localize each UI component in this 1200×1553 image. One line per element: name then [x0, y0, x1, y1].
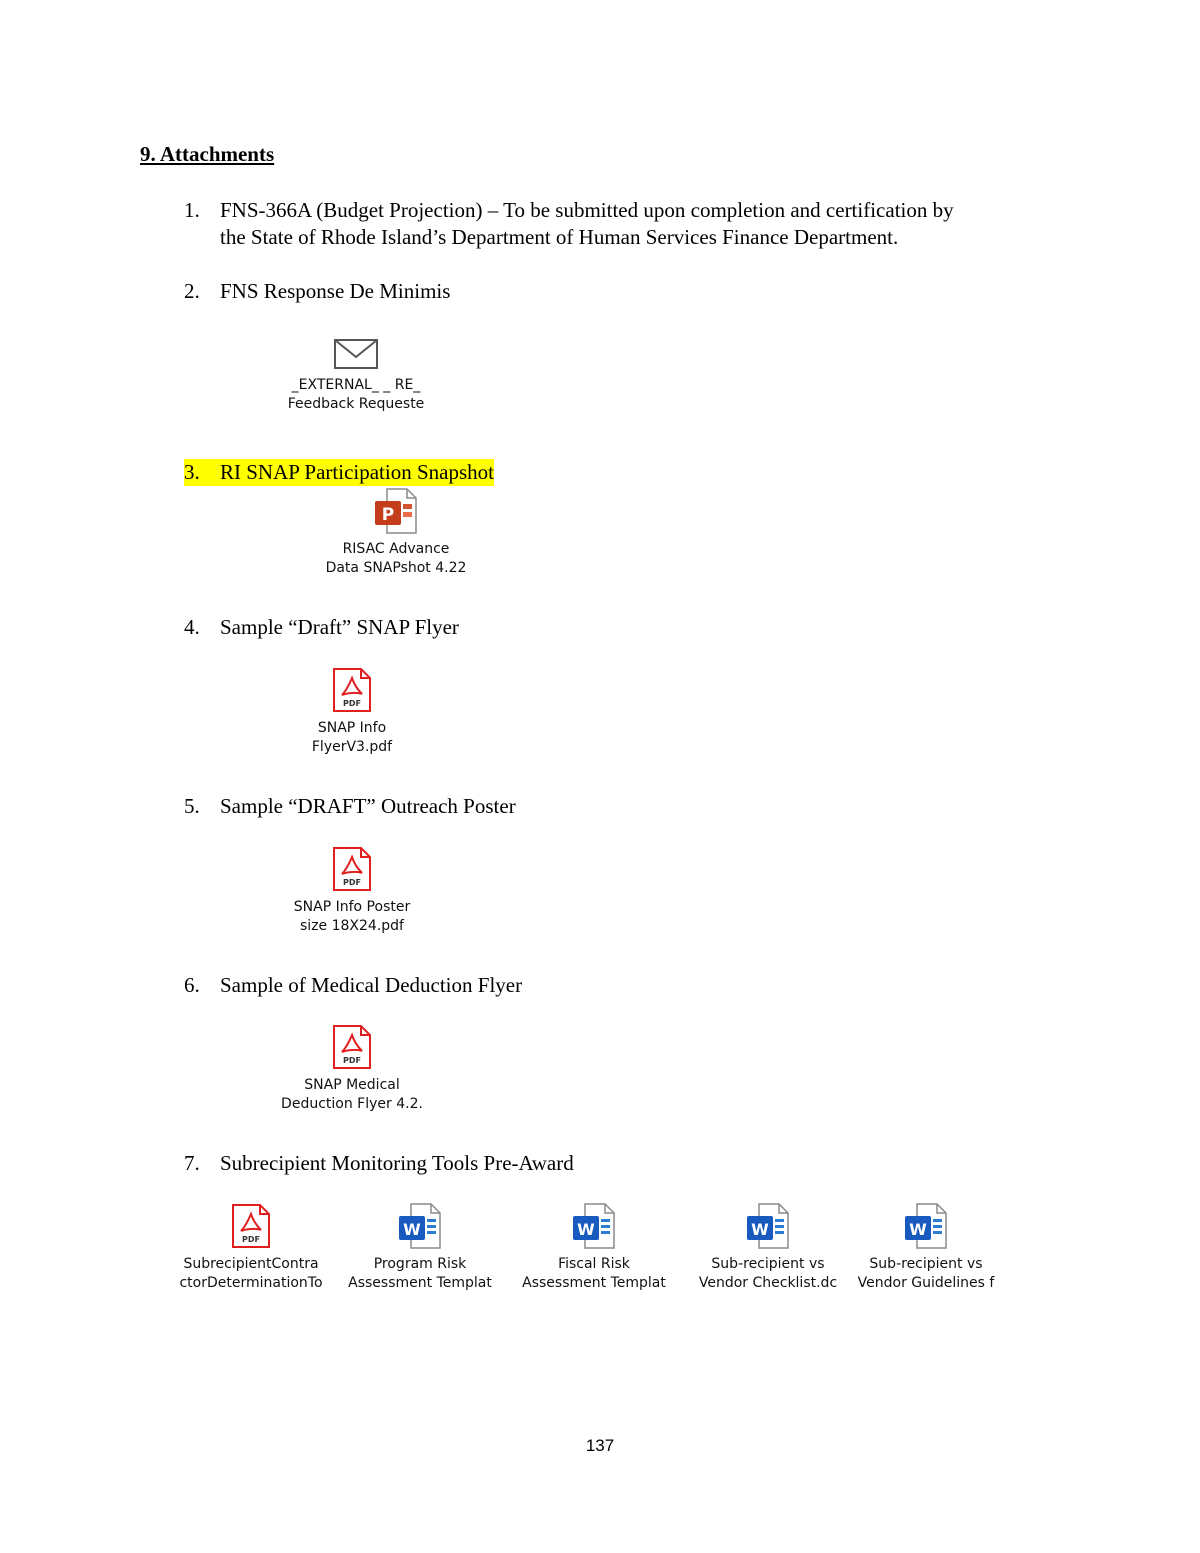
attachment-caption-line2: Deduction Flyer 4.2. — [281, 1096, 423, 1112]
list-item-1 — [184, 197, 954, 251]
attachment-caption-line1: Program Risk — [373, 1256, 467, 1272]
pdf-file-icon — [332, 846, 372, 892]
attachment-caption-line2: Feedback Requeste — [287, 396, 425, 412]
item-number: 2. — [184, 279, 200, 303]
item-number: 4. — [184, 615, 200, 639]
item-number: 6. — [184, 973, 200, 997]
attachment-caption-line2: FlyerV3.pdf — [311, 739, 393, 755]
attachment-caption-line1: SNAP Info Poster — [293, 899, 411, 915]
page-number: 137 — [585, 1436, 615, 1455]
attachment-subrecipient-guidelines[interactable] — [850, 1203, 1002, 1293]
section-heading: 9. Attachments — [140, 142, 275, 166]
word-letter: W — [909, 1220, 927, 1239]
attachment-caption-line2: Assessment Templat — [348, 1275, 492, 1291]
attachment-caption-line1: Sub-recipient vs — [869, 1256, 983, 1272]
attachment-caption-line2: ctorDeterminationTo — [179, 1275, 323, 1291]
word-letter: W — [403, 1220, 421, 1239]
attachment-powerpoint[interactable] — [296, 488, 496, 578]
item-number: 5. — [184, 794, 200, 818]
word-letter: W — [577, 1220, 595, 1239]
item-number: 3. — [184, 460, 200, 484]
pdf-badge: PDF — [343, 878, 361, 887]
attachment-email[interactable] — [256, 338, 456, 414]
item-number: 1. — [184, 198, 200, 222]
attachment-caption-line2: Assessment Templat — [522, 1275, 666, 1291]
attachment-program-risk[interactable] — [344, 1203, 496, 1293]
attachment-caption-line2: size 18X24.pdf — [300, 918, 404, 934]
attachment-caption-line2: Vendor Guidelines f — [857, 1275, 995, 1291]
list-item-4 — [184, 614, 459, 641]
attachment-subrecipient-checklist[interactable] — [692, 1203, 844, 1293]
attachment-caption-line2: Vendor Checklist.dc — [698, 1275, 838, 1291]
ppt-letter: P — [381, 505, 395, 525]
attachment-caption-line1: _EXTERNAL_ _ RE_ — [291, 377, 421, 393]
list-item-2 — [184, 278, 450, 305]
pdf-badge: PDF — [343, 1056, 361, 1065]
attachment-fiscal-risk[interactable] — [518, 1203, 670, 1293]
item-text-line2: the State of Rhode Island’s Department of Human Services Finance Department. — [220, 225, 899, 249]
word-file-icon — [397, 1203, 443, 1249]
attachment-caption-line1: Fiscal Risk — [558, 1256, 630, 1272]
item-text: Sample “Draft” SNAP Flyer — [220, 615, 459, 639]
attachment-caption-line1: SNAP Info — [317, 720, 387, 736]
word-file-icon — [571, 1203, 617, 1249]
envelope-icon — [333, 338, 379, 370]
pdf-badge: PDF — [343, 699, 361, 708]
attachment-caption-line2: Data SNAPshot 4.22 — [325, 560, 467, 576]
item-number: 7. — [184, 1151, 200, 1175]
powerpoint-file-icon — [373, 488, 419, 534]
item-text: RI SNAP Participation Snapshot — [220, 460, 494, 484]
pdf-file-icon — [231, 1203, 271, 1249]
attachment-snap-poster[interactable] — [252, 846, 452, 936]
attachment-caption-line1: RISAC Advance — [342, 541, 450, 557]
word-letter: W — [751, 1220, 769, 1239]
item-text: Subrecipient Monitoring Tools Pre-Award — [220, 1151, 574, 1175]
list-item-5 — [184, 793, 516, 820]
pdf-file-icon — [332, 1024, 372, 1070]
item-text: Sample of Medical Deduction Flyer — [220, 973, 523, 997]
attachment-subrecipient-contractor[interactable] — [176, 1203, 326, 1293]
item-text-line1: FNS-366A (Budget Projection) – To be submitted upon completion and certification by — [220, 198, 954, 222]
attachment-medical-flyer[interactable] — [252, 1024, 452, 1114]
item-text: Sample “DRAFT” Outreach Poster — [220, 794, 516, 818]
word-file-icon — [745, 1203, 791, 1249]
list-item-7 — [184, 1150, 574, 1177]
list-item-6 — [184, 972, 522, 999]
list-item-3 — [184, 459, 494, 486]
attachment-snap-flyer[interactable] — [252, 667, 452, 757]
pdf-badge: PDF — [242, 1235, 260, 1244]
attachment-caption-line1: SNAP Medical — [304, 1077, 400, 1093]
attachment-caption-line1: Sub-recipient vs — [711, 1256, 825, 1272]
item-text: FNS Response De Minimis — [220, 279, 451, 303]
pdf-file-icon — [332, 667, 372, 713]
word-file-icon — [903, 1203, 949, 1249]
attachment-caption-line1: SubrecipientContra — [183, 1256, 319, 1272]
